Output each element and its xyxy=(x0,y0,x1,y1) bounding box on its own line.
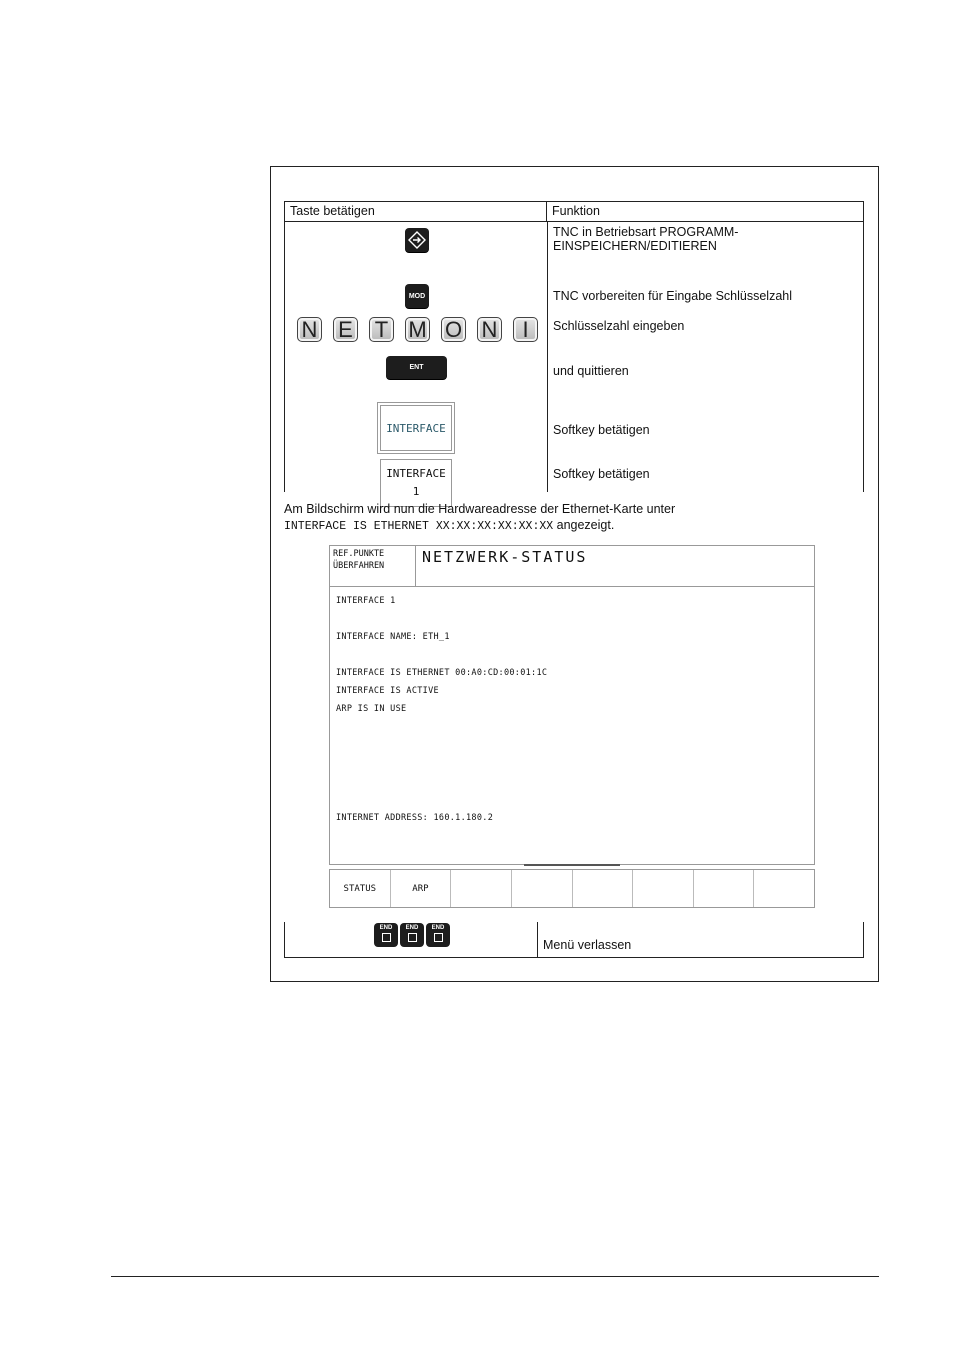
network-status-screen xyxy=(329,545,815,865)
letter-key[interactable]: N xyxy=(477,317,502,342)
mode-indicator xyxy=(330,546,416,586)
square-icon xyxy=(382,933,391,942)
screen-title: NETZWERK-STATUS xyxy=(422,548,588,566)
end-key-label: END xyxy=(379,925,393,931)
end-key[interactable] xyxy=(400,923,424,947)
square-icon xyxy=(408,933,417,942)
end-key-label: END xyxy=(405,925,419,931)
status-line: INTERFACE IS ACTIVE xyxy=(336,686,439,696)
softkey-empty[interactable] xyxy=(451,870,512,907)
program-edit-key[interactable] xyxy=(405,228,429,252)
softkey-interface[interactable] xyxy=(380,405,452,451)
row-desc-softkey-2: Softkey betätigen xyxy=(553,467,650,481)
edit-diamond-icon xyxy=(408,231,426,249)
end-key[interactable] xyxy=(426,923,450,947)
status-line: INTERFACE NAME: ETH_1 xyxy=(336,632,450,642)
softkey-arp[interactable]: ARP xyxy=(391,870,452,907)
softkey-empty[interactable] xyxy=(754,870,814,907)
ent-key[interactable]: ENT xyxy=(386,356,447,379)
softkey-bar xyxy=(329,869,815,908)
mode-line2: ÜBERFAHREN xyxy=(333,561,385,571)
softkey-interface-1[interactable] xyxy=(380,459,452,507)
letter-key[interactable]: T xyxy=(369,317,394,342)
letter-key[interactable]: I xyxy=(513,317,538,342)
screen-header xyxy=(330,546,814,587)
header-key: Taste betätigen xyxy=(285,202,547,221)
end-keys xyxy=(374,923,450,947)
row-desc-mod: TNC vorbereiten für Eingabe Schlüsselzahl xyxy=(553,289,793,303)
caption-mono: INTERFACE IS ETHERNET XX:XX:XX:XX:XX:XX xyxy=(284,520,554,533)
row-desc-ent: und quittieren xyxy=(553,364,629,378)
row-desc-keycode: Schlüsselzahl eingeben xyxy=(553,319,685,333)
caption-suffix: angezeigt. xyxy=(553,518,615,532)
row-desc-end: Menü verlassen xyxy=(543,938,632,952)
key-table xyxy=(284,201,864,498)
status-line: INTERNET ADDRESS: 160.1.180.2 xyxy=(336,813,494,823)
status-line: ARP IS IN USE xyxy=(336,704,407,714)
caption-line1: Am Bildschirm wird nun die Hardwareadresse der Ethernet-Karte unter xyxy=(284,502,676,516)
letter-key[interactable]: M xyxy=(405,317,430,342)
softkey-empty[interactable] xyxy=(694,870,755,907)
status-line: INTERFACE IS ETHERNET 00:A0:CD:00:01:1C xyxy=(336,668,548,678)
square-icon xyxy=(434,933,443,942)
caption-line2 xyxy=(284,517,675,535)
end-row xyxy=(284,922,864,958)
table-body xyxy=(285,222,863,498)
status-line: INTERFACE 1 xyxy=(336,596,396,606)
softkey-empty[interactable] xyxy=(512,870,573,907)
letter-key[interactable]: E xyxy=(333,317,358,342)
table-header xyxy=(285,202,863,222)
softkey-status[interactable]: STATUS xyxy=(330,870,391,907)
softkey-interface-1-line1: INTERFACE xyxy=(386,467,446,480)
row-desc-edit: TNC in Betriebsart PROGRAMM- EINSPEICHERN/EDITIEREN xyxy=(553,225,739,253)
end-key-label: END xyxy=(431,925,445,931)
keycode-letters xyxy=(297,317,538,342)
row-desc-softkey-1: Softkey betätigen xyxy=(553,423,650,437)
softkey-empty[interactable] xyxy=(573,870,634,907)
header-function: Funktion xyxy=(552,204,600,218)
mode-line1: REF.PUNKTE xyxy=(333,549,385,559)
scroll-indicator xyxy=(524,864,620,866)
end-key[interactable] xyxy=(374,923,398,947)
letter-key[interactable]: O xyxy=(441,317,466,342)
footer-rule xyxy=(111,1276,879,1277)
softkey-empty[interactable] xyxy=(633,870,694,907)
softkey-interface-1-line2: 1 xyxy=(412,485,420,498)
letter-key[interactable]: N xyxy=(297,317,322,342)
mod-key[interactable]: MOD xyxy=(405,284,429,308)
softkey-interface-label: INTERFACE xyxy=(386,422,446,435)
caption xyxy=(284,501,675,535)
